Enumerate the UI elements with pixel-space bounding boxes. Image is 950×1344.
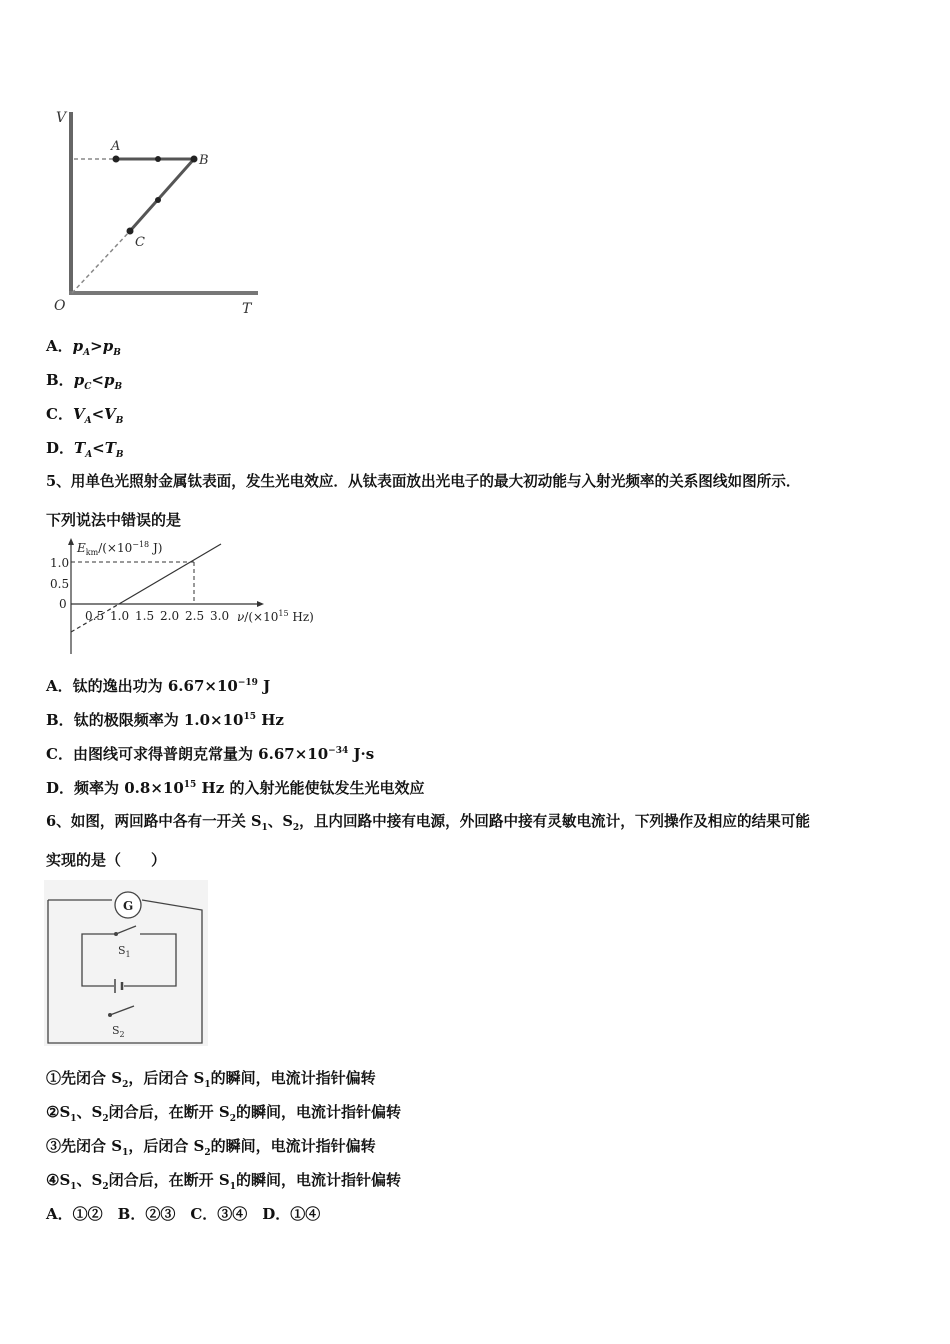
option-text: 频率为 0.8×10 (74, 779, 184, 797)
nu-axis-label: $\nu/(\times 10^{15}$ Hz) (237, 609, 314, 624)
x-tick-1.0: 1.0 (110, 609, 130, 623)
galvanometer-label: G (123, 899, 134, 913)
statement-sub: 1 (204, 1080, 211, 1090)
ek-axis-arrow (68, 538, 74, 545)
statement-text: ，后闭合 S (128, 1069, 205, 1087)
option-sup: 15 (243, 712, 256, 722)
s1-label: $S_1$ (118, 944, 131, 959)
option-text: J (257, 677, 271, 695)
option-text: Hz (255, 711, 284, 729)
option-sup: −34 (328, 746, 349, 756)
option-text: Hz 的入射光能使钛发生光电效应 (196, 779, 425, 797)
point-c-label: C (135, 235, 145, 250)
stem-text: 6、如图，两回路中各有一开关 S (46, 813, 262, 830)
option-letter: D． (46, 439, 75, 457)
statement-text: 的瞬间，电流计指针偏转 (235, 1171, 401, 1189)
option-sub: A (85, 450, 93, 460)
q5-option-c (46, 744, 374, 764)
q6-answer-options: A．①② B．②③ C．③④ D．①④ (46, 1205, 321, 1223)
statement-sub: 2 (102, 1114, 109, 1124)
q6-statement-2 (46, 1102, 401, 1122)
statement-text: ，后闭合 S (128, 1137, 205, 1155)
statement-sub: 2 (102, 1182, 109, 1192)
ek-axis-label: $E_{km}/(\times 10^{-18}$ J) (77, 540, 163, 557)
q4-option-d (46, 438, 124, 458)
photoelectric-graph (44, 536, 328, 658)
vt-graph (44, 98, 270, 320)
statement-text: ③先闭合 S (46, 1137, 123, 1155)
option-var: p (72, 337, 84, 355)
option-text: J·s (348, 745, 375, 763)
option-sub: A (84, 416, 92, 426)
statement-text: 的瞬间，电流计指针偏转 (210, 1069, 376, 1087)
x-tick-0.5: 0.5 (85, 609, 105, 623)
statement-text: 的瞬间，电流计指针偏转 (235, 1103, 401, 1121)
option-var: p (102, 337, 114, 355)
option-sub: B (115, 450, 124, 460)
t-axis-label: T (242, 301, 252, 317)
q5-stem-line1: 5、用单色光照射金属钛表面，发生光电效应．从钛表面放出光电子的最大初动能与入射光频率的关系图线如图所示． (46, 473, 801, 490)
dashed-guide-oc (72, 231, 130, 293)
statement-sub: 2 (204, 1148, 211, 1158)
point-b-dot (191, 156, 198, 163)
x-tick-2.0: 2.0 (160, 609, 180, 623)
q6-statement-1 (46, 1068, 376, 1088)
q6-statement-4 (46, 1170, 401, 1190)
y-tick-0.5: 0.5 (50, 577, 70, 591)
q5-option-a (46, 676, 270, 696)
option-letter: B． (46, 371, 74, 389)
option-sub: C (84, 382, 92, 392)
origin-label: O (54, 298, 66, 314)
q6-stem-line1 (46, 812, 810, 832)
point-a-label: A (111, 139, 121, 154)
option-sub: B (114, 382, 123, 392)
q6-stem-line2: 实现的是（ ） (46, 851, 167, 869)
stem-sub: 2 (292, 822, 300, 833)
s2-pivot (108, 1013, 112, 1017)
s1-pivot (114, 932, 118, 936)
option-operator: < (91, 371, 104, 389)
option-operator: < (91, 405, 105, 423)
option-var: T (74, 439, 86, 457)
nu-axis-arrow (257, 601, 264, 607)
q4-option-a (46, 336, 121, 356)
y-tick-1.0: 1.0 (50, 556, 70, 570)
option-operator: > (90, 337, 103, 355)
option-letter: B． (46, 711, 74, 729)
v-axis-label: V (56, 110, 67, 126)
x-tick-2.5: 2.5 (185, 609, 205, 623)
stem-text: ，且内回路中接有电源，外回路中接有灵敏电流计，下列操作及相应的结果可能 (299, 813, 810, 830)
circuit-diagram (44, 880, 208, 1046)
option-operator: < (92, 439, 105, 457)
option-var: p (103, 371, 115, 389)
option-sub: B (113, 348, 121, 358)
option-var: T (104, 439, 116, 457)
statement-sub: 2 (229, 1114, 236, 1124)
statement-sub: 1 (70, 1114, 77, 1124)
option-var: p (73, 371, 85, 389)
option-sub: A (83, 348, 91, 358)
option-letter: A． (46, 677, 73, 695)
option-letter: A． (46, 337, 73, 355)
option-letter: D． (46, 779, 75, 797)
q5-option-b (46, 710, 284, 730)
option-text: 钛的逸出功为 6.67×10 (72, 677, 238, 695)
option-text: 钛的极限频率为 1.0×10 (73, 711, 244, 729)
process-bc (130, 159, 194, 231)
statement-text: ④S (46, 1171, 71, 1189)
statement-text: 闭合后，在断开 S (108, 1103, 230, 1121)
option-var: V (72, 405, 85, 423)
ek-nu-line (119, 544, 221, 604)
option-sup: 15 (183, 780, 197, 790)
point-c-dot (127, 228, 134, 235)
q5-stem-line2: 下列说法中错误的是 (46, 511, 182, 529)
bc-mid-dot (155, 197, 161, 203)
statement-sub: 2 (122, 1080, 129, 1090)
statement-text: ①先闭合 S (46, 1069, 123, 1087)
statement-text: 、S (76, 1103, 103, 1121)
ab-mid-dot (155, 156, 161, 162)
statement-sub: 1 (122, 1148, 129, 1158)
x-tick-3.0: 3.0 (210, 609, 230, 623)
y-tick-0: 0 (59, 597, 67, 611)
q4-option-b (46, 370, 122, 390)
point-b-label: B (199, 153, 209, 168)
statement-text: 的瞬间，电流计指针偏转 (210, 1137, 376, 1155)
option-sub: B (115, 416, 124, 426)
statement-text: 闭合后，在断开 S (108, 1171, 230, 1189)
statement-text: ②S (46, 1103, 71, 1121)
point-a-dot (113, 156, 120, 163)
q5-option-d (46, 778, 424, 798)
statement-text: 、S (76, 1171, 103, 1189)
statement-sub: 1 (229, 1182, 236, 1192)
option-sup: −19 (237, 678, 258, 688)
option-text: 由图线可求得普朗克常量为 6.67×10 (72, 745, 329, 763)
s2-label: $S_2$ (112, 1024, 125, 1039)
stem-text: 、S (267, 813, 293, 830)
option-letter: C． (46, 745, 73, 763)
x-tick-1.5: 1.5 (135, 609, 155, 623)
q4-option-c (46, 404, 123, 424)
q6-statement-3 (46, 1136, 376, 1156)
option-letter: C． (46, 405, 73, 423)
option-var: V (104, 405, 116, 423)
statement-sub: 1 (70, 1182, 77, 1192)
stem-sub: 1 (261, 822, 268, 833)
